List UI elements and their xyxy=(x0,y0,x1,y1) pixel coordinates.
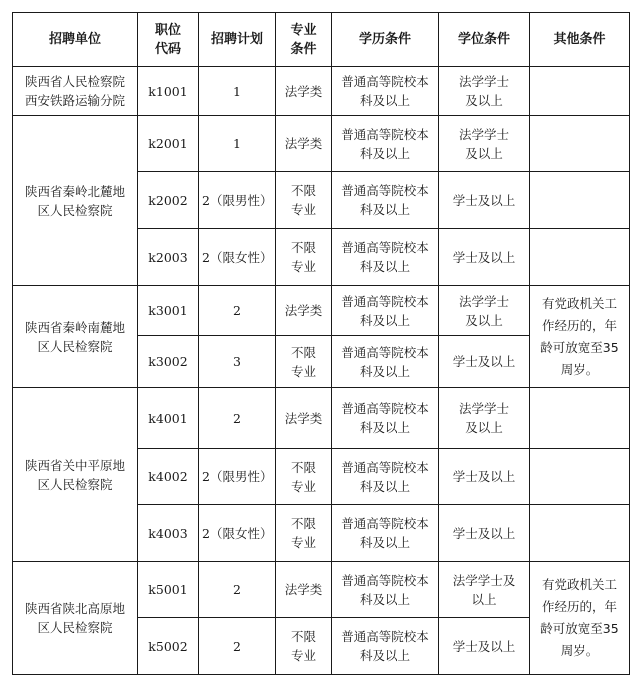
other-cell: 有党政机关工作经历的，年龄可放宽至35周岁。 xyxy=(530,562,630,675)
plan-cell: 2 xyxy=(199,562,276,618)
degree-cell: 学士及以上 xyxy=(439,618,530,675)
plan-cell: 2（限女性） xyxy=(199,229,276,286)
other-cell xyxy=(530,172,630,229)
plan-cell: 3 xyxy=(199,336,276,388)
plan-cell: 2（限女性） xyxy=(199,505,276,562)
major-cell: 法学类 xyxy=(276,67,332,116)
table-row xyxy=(13,562,630,618)
major-cell: 法学类 xyxy=(276,116,332,172)
header-education: 学历条件 xyxy=(332,13,439,67)
code-cell: k4002 xyxy=(138,449,199,505)
plan-cell: 2（限男性） xyxy=(199,449,276,505)
degree-cell: 法学学士及以上 xyxy=(439,67,530,116)
other-cell xyxy=(530,67,630,116)
education-cell: 普通高等院校本科及以上 xyxy=(332,618,439,675)
other-cell xyxy=(530,116,630,172)
header-degree: 学位条件 xyxy=(439,13,530,67)
major-cell: 法学类 xyxy=(276,286,332,336)
unit-cell: 陕西省秦岭南麓地区人民检察院 xyxy=(13,286,138,388)
degree-cell: 学士及以上 xyxy=(439,229,530,286)
other-cell xyxy=(530,449,630,505)
header-unit: 招聘单位 xyxy=(13,13,138,67)
code-cell: k1001 xyxy=(138,67,199,116)
education-cell: 普通高等院校本科及以上 xyxy=(332,388,439,449)
education-cell: 普通高等院校本科及以上 xyxy=(332,172,439,229)
unit-cell: 陕西省秦岭北麓地区人民检察院 xyxy=(13,116,138,286)
other-cell xyxy=(530,505,630,562)
code-cell: k5001 xyxy=(138,562,199,618)
plan-cell: 2 xyxy=(199,388,276,449)
degree-cell: 法学学士及以上 xyxy=(439,116,530,172)
education-cell: 普通高等院校本科及以上 xyxy=(332,229,439,286)
code-cell: k3002 xyxy=(138,336,199,388)
code-cell: k4001 xyxy=(138,388,199,449)
degree-cell: 法学学士及以上 xyxy=(439,562,530,618)
table-row xyxy=(13,67,630,116)
other-cell: 有党政机关工作经历的，年龄可放宽至35周岁。 xyxy=(530,286,630,388)
plan-cell: 2（限男性） xyxy=(199,172,276,229)
header-other: 其他条件 xyxy=(530,13,630,67)
major-cell: 不限专业 xyxy=(276,618,332,675)
degree-cell: 法学学士及以上 xyxy=(439,286,530,336)
code-cell: k5002 xyxy=(138,618,199,675)
education-cell: 普通高等院校本科及以上 xyxy=(332,116,439,172)
degree-cell: 学士及以上 xyxy=(439,172,530,229)
code-cell: k2002 xyxy=(138,172,199,229)
other-cell xyxy=(530,229,630,286)
education-cell: 普通高等院校本科及以上 xyxy=(332,449,439,505)
table-row xyxy=(13,286,630,336)
other-cell xyxy=(530,388,630,449)
major-cell: 不限专业 xyxy=(276,229,332,286)
unit-cell: 陕西省陕北高原地区人民检察院 xyxy=(13,562,138,675)
table-row xyxy=(13,116,630,172)
plan-cell: 1 xyxy=(199,116,276,172)
code-cell: k4003 xyxy=(138,505,199,562)
major-cell: 不限专业 xyxy=(276,449,332,505)
header-major: 专业条件 xyxy=(276,13,332,67)
unit-cell: 陕西省人民检察院西安铁路运输分院 xyxy=(13,67,138,116)
header-plan: 招聘计划 xyxy=(199,13,276,67)
header-row xyxy=(13,13,630,67)
degree-cell: 学士及以上 xyxy=(439,336,530,388)
education-cell: 普通高等院校本科及以上 xyxy=(332,67,439,116)
major-cell: 法学类 xyxy=(276,388,332,449)
header-code: 职位代码 xyxy=(138,13,199,67)
education-cell: 普通高等院校本科及以上 xyxy=(332,505,439,562)
plan-cell: 2 xyxy=(199,618,276,675)
major-cell: 不限专业 xyxy=(276,505,332,562)
education-cell: 普通高等院校本科及以上 xyxy=(332,286,439,336)
code-cell: k2003 xyxy=(138,229,199,286)
major-cell: 不限专业 xyxy=(276,336,332,388)
major-cell: 法学类 xyxy=(276,562,332,618)
major-cell: 不限专业 xyxy=(276,172,332,229)
plan-cell: 2 xyxy=(199,286,276,336)
recruitment-table xyxy=(12,12,630,675)
code-cell: k3001 xyxy=(138,286,199,336)
education-cell: 普通高等院校本科及以上 xyxy=(332,336,439,388)
education-cell: 普通高等院校本科及以上 xyxy=(332,562,439,618)
code-cell: k2001 xyxy=(138,116,199,172)
plan-cell: 1 xyxy=(199,67,276,116)
degree-cell: 学士及以上 xyxy=(439,449,530,505)
degree-cell: 学士及以上 xyxy=(439,505,530,562)
degree-cell: 法学学士及以上 xyxy=(439,388,530,449)
unit-cell: 陕西省关中平原地区人民检察院 xyxy=(13,388,138,562)
table-row xyxy=(13,388,630,449)
